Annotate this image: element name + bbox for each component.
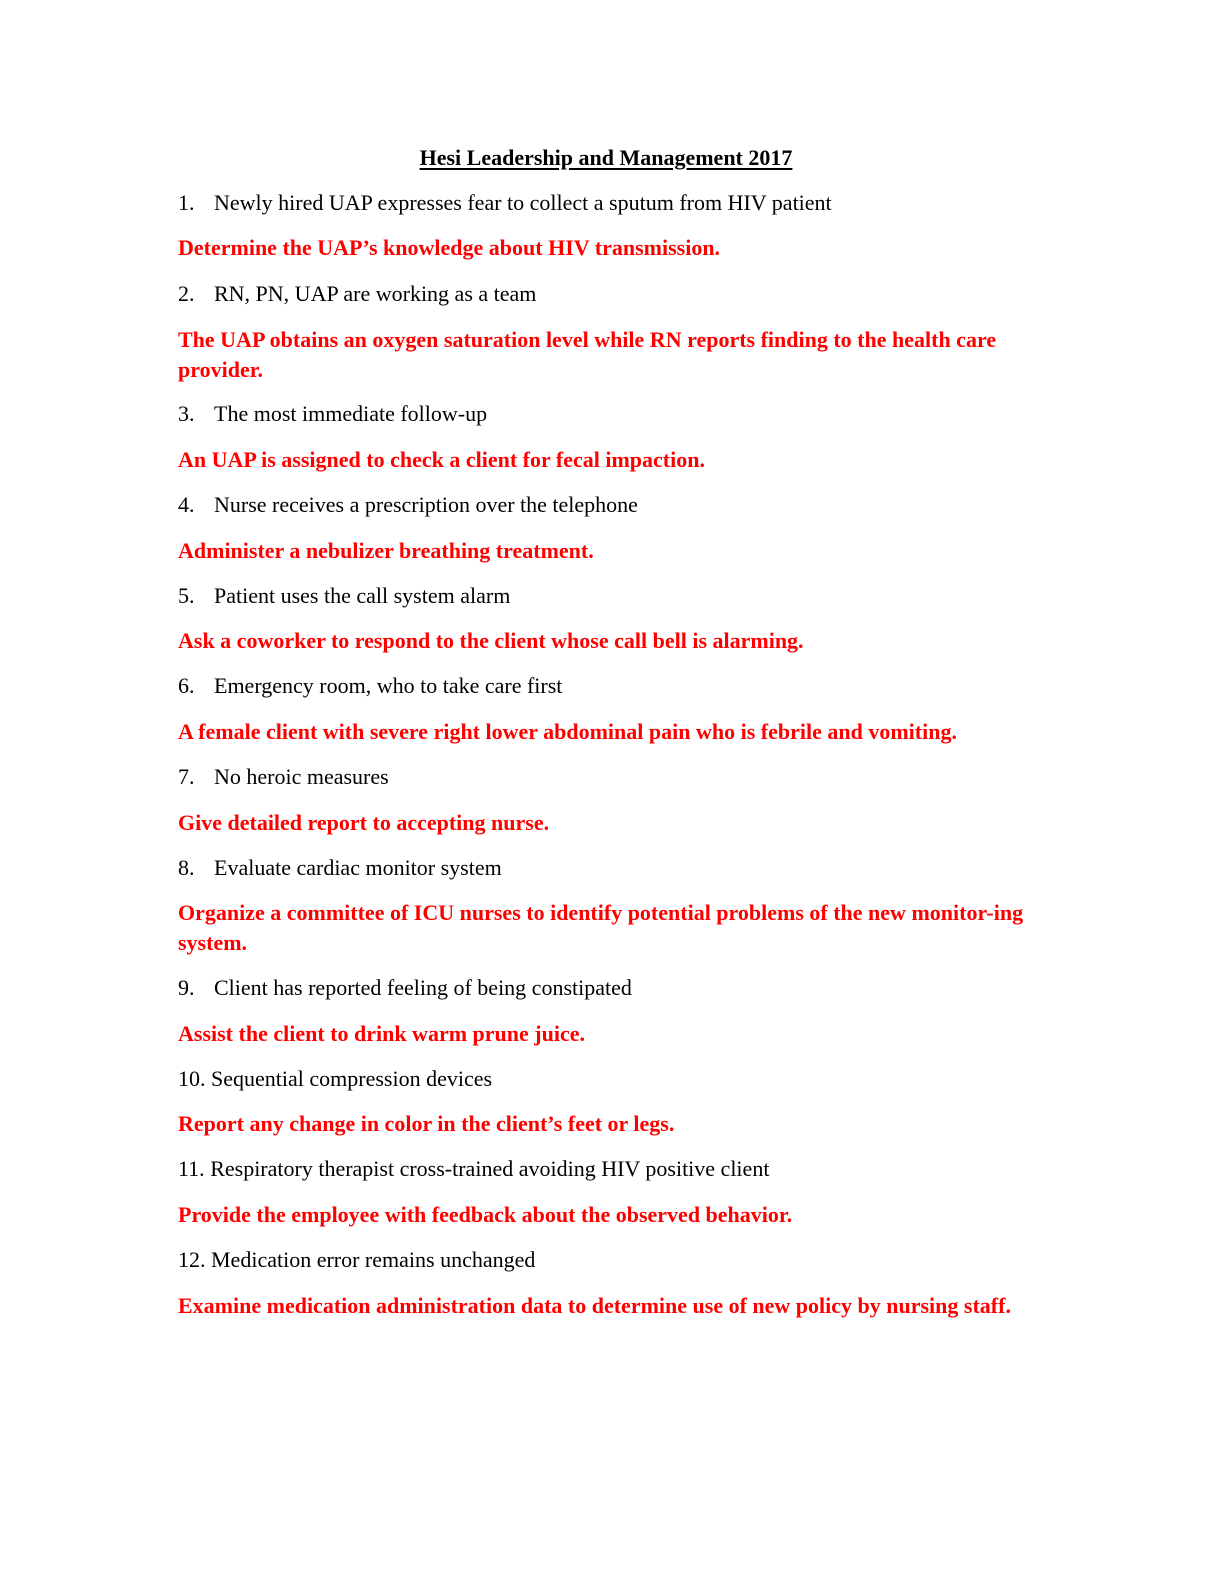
question-item (178, 973, 1078, 1003)
answer-text: Determine the UAP’s knowledge about HIV transmission. (178, 235, 721, 260)
question-item (178, 671, 1078, 701)
question-number: 7. (178, 764, 195, 789)
answer-text: Ask a coworker to respond to the client whose call bell is alarming. (178, 628, 804, 653)
question-text: RN, PN, UAP are working as a team (214, 281, 537, 306)
answer-text: Report any change in color in the client’s feet or legs. (178, 1111, 675, 1136)
question-text: Nurse receives a prescription over the telephone (214, 492, 638, 517)
question-item (178, 188, 1078, 218)
question-number: 2. (178, 281, 195, 306)
question-text: Sequential compression devices (211, 1066, 493, 1091)
question-number: 11. (178, 1156, 205, 1181)
answer-text: Administer a nebulizer breathing treatment. (178, 538, 594, 563)
question-item (178, 853, 1078, 883)
answer-text: Organize a committee of ICU nurses to identify potential problems of the new monitor-ing system. (178, 900, 1024, 955)
question-number: 9. (178, 975, 195, 1000)
answer-text: A female client with severe right lower abdominal pain who is febrile and vomiting. (178, 719, 957, 744)
answer-text: Give detailed report to accepting nurse. (178, 810, 550, 835)
question-number: 3. (178, 401, 195, 426)
question-item (178, 1154, 1078, 1184)
question-item (178, 279, 1078, 309)
question-number: 12. (178, 1247, 206, 1272)
question-item (178, 1064, 1078, 1094)
question-text: No heroic measures (214, 764, 389, 789)
question-item (178, 1245, 1078, 1275)
question-text: The most immediate follow-up (214, 401, 488, 426)
document-title: Hesi Leadership and Management 2017 (419, 145, 793, 170)
question-number: 4. (178, 492, 195, 517)
question-number: 8. (178, 855, 195, 880)
question-text: Patient uses the call system alarm (214, 583, 511, 608)
question-number: 5. (178, 583, 195, 608)
question-item (178, 762, 1078, 792)
answer-text: Assist the client to drink warm prune juice. (178, 1021, 585, 1046)
question-text: Respiratory therapist cross-trained avoiding HIV positive client (210, 1156, 770, 1181)
answer-text: An UAP is assigned to check a client for fecal impaction. (178, 447, 705, 472)
question-text: Newly hired UAP expresses fear to collect a sputum from HIV patient (214, 190, 832, 215)
question-text: Emergency room, who to take care first (214, 673, 563, 698)
question-item (178, 581, 1078, 611)
question-item (178, 399, 1078, 429)
question-text: Evaluate cardiac monitor system (214, 855, 502, 880)
question-number: 6. (178, 673, 195, 698)
question-text: Medication error remains unchanged (211, 1247, 536, 1272)
answer-text: Provide the employee with feedback about the observed behavior. (178, 1202, 793, 1227)
answer-text: The UAP obtains an oxygen saturation level while RN reports finding to the health care provider. (178, 327, 997, 382)
question-item (178, 490, 1078, 520)
question-number: 1. (178, 190, 195, 215)
question-text: Client has reported feeling of being constipated (214, 975, 632, 1000)
answer-text: Examine medication administration data to determine use of new policy by nursing staff. (178, 1293, 1011, 1318)
question-number: 10. (178, 1066, 206, 1091)
